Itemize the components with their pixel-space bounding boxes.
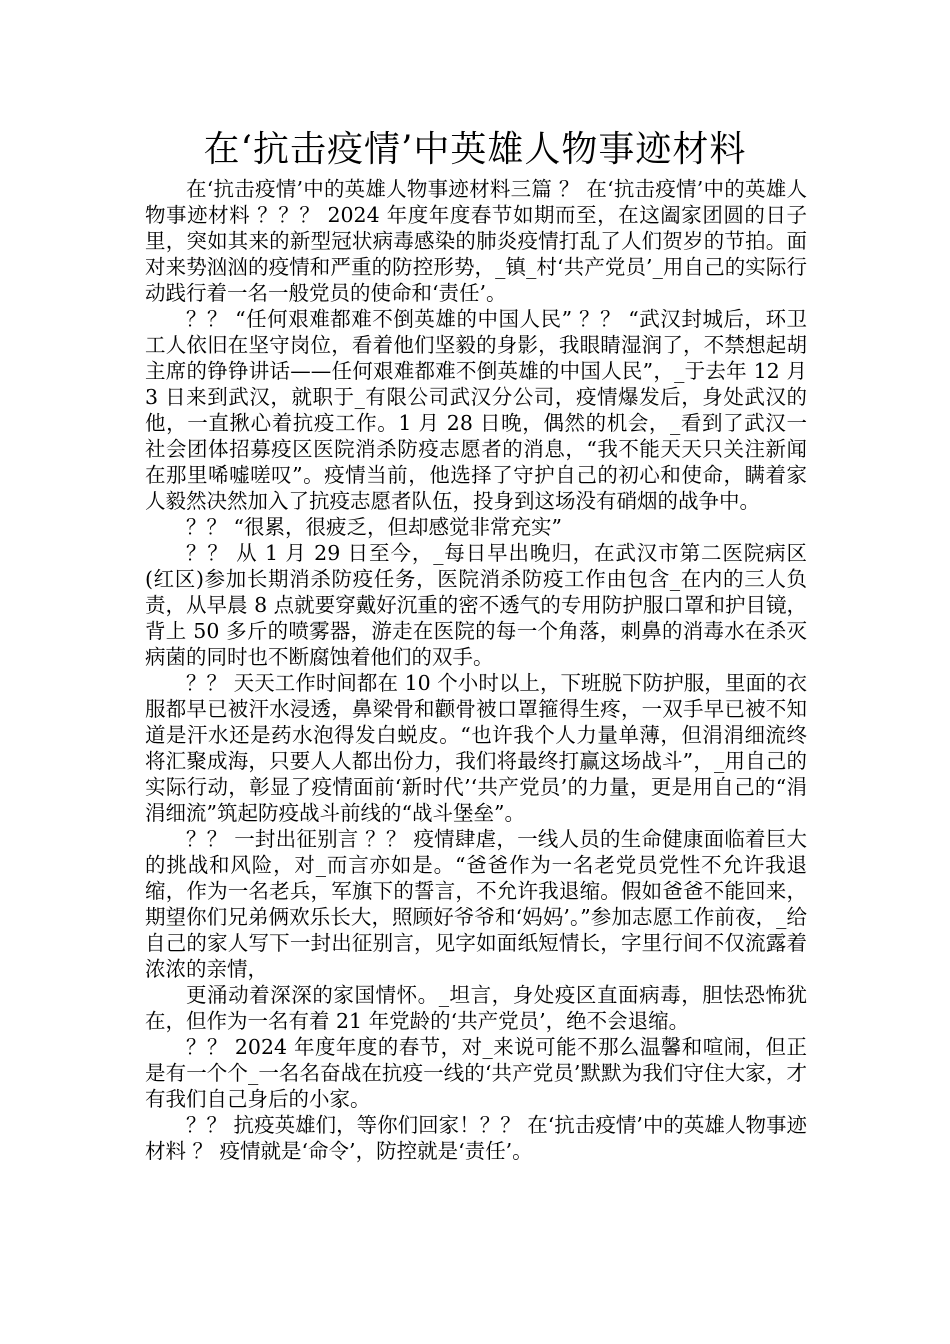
paragraph-intro: 在‘抗击疫情’中的英雄人物事迹材料三篇 ？ 在‘抗击疫情’中的英雄人物事迹材料 ？？？ 2024 年度年度春节如期而至，在这阖家团圆的日子里，突如其来的新型冠状病毒感染的肺炎疫情打乱了人们贺岁的节拍。面对来势汹汹的疫情和严重的防控形势，_镇_村‘共产党员’_用自己的实际行动践行着一名一般党员的使命和‘责任’。 [145, 177, 807, 305]
paragraph-continuation: 更涌动着深深的家国情怀。_坦言，身处疫区直面病毒，胆怯恐怖犹在，但作为一名有着 21 年党龄的‘共产党员’，绝不会退缩。 [145, 983, 807, 1033]
paragraph-closing: ？？ 抗疫英雄们，等你们回家！？？ 在‘抗击疫情’中的英雄人物事迹材料 ？ 疫情就是‘命令’，防控就是‘责任’。 [145, 1113, 807, 1163]
paragraph-farewell-letter: ？？ 一封出征别言 ？？ 疫情肆虐，一线人员的生命健康面临着巨大的挑战和风险，对_而言亦如是。“爸爸作为一名老党员党性不允许我退缩，作为一名老兵，军旗下的誓言，不允许我退缩。假如爸爸不能回来，期望你们兄弟俩欢乐长大，照顾好爷爷和‘妈妈’。”参加志愿工作前夜，_给自己的家人写下一封出征别言，见字如面纸短情长，字里行间不仅流露着浓浓的亲情， [145, 827, 807, 981]
paragraph-work-hours: ？？ 天天工作时间都在 10 个小时以上，下班脱下防护服，里面的衣服都早已被汗水浸透，鼻梁骨和颧骨被口罩箍得生疼，一双手早已被不知道是汗水还是药水泡得发白蜕皮。“也许我个人力量单薄，但涓涓细流终将汇聚成海，只要人人都出份力，我们将最终打赢这场战斗”，_用自己的实际行动，彰显了疫情面前‘新时代’‘共产党员’的力量，更是用自己的“涓涓细流”筑起防疫战斗前线的“战斗堡垒”。 [145, 671, 807, 825]
paragraph-heading-tired: ？？ “很累，很疲乏，但却感觉非常充实” [186, 515, 562, 539]
document-body [145, 176, 807, 1164]
paragraph-daily-work: ？？ 从 1 月 29 日至今，_每日早出晚归，在武汉市第二医院病区(红区)参加长期消杀防疫任务，医院消杀防疫工作由包含_在内的三人负责，从早晨 8 点就要穿戴好沉重的密不透气的专用防护服口罩和护目镜，背上 50 多斤的喷雾器，游走在医院的每一个角落，刺鼻的消毒水在杀灭病菌的同时也不断腐蚀着他们的双手。 [145, 541, 807, 669]
document-title: 在‘抗击疫情’中英雄人物事迹材料 [203, 129, 747, 170]
paragraph-spring-festival: ？？ 2024 年度年度的春节，对_来说可能不那么温馨和喧闹，但正是有一个个_一名名奋战在抗疫一线的‘共产党员’默默为我们守住大家，才有我们自己身后的小家。 [145, 1035, 807, 1111]
paragraph-heroes-quote: ？？ “任何艰难都难不倒英雄的中国人民” ？？ “武汉封城后，环卫工人依旧在坚守岗位，看着他们坚毅的身影，我眼睛湿润了，不禁想起胡主席的铮铮讲话——任何艰难都难不倒英雄的中国人民”，_于去年 12 月 3 日来到武汉，就职于_有限公司武汉分公司，疫情爆发后，身处武汉的他，一直揪心着抗疫工作。1 月 28 日晚，偶然的机会，_看到了武汉一社会团体招募疫区医院消杀防疫志愿者的消息，“我不能天天只关注新闻在那里唏嘘嗟叹”。疫情当前，他选择了守护自己的初心和使命，瞒着家人毅然决然加入了抗疫志愿者队伍，投身到这场没有硝烟的战争中。 [145, 307, 807, 513]
